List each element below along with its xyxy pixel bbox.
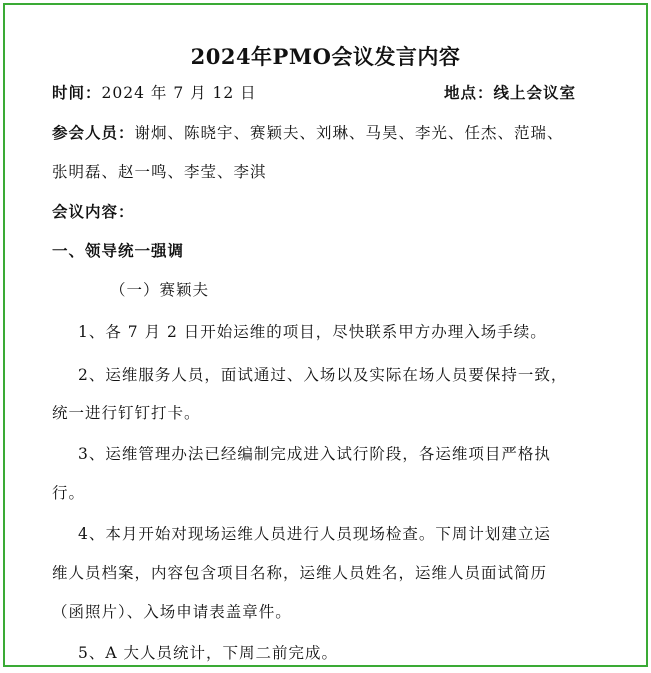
item-5-line1: 5、A 大人员统计，下周二前完成。	[78, 644, 338, 662]
attendees-line1: 谢炯、陈晓宇、赛颖夫、刘琳、马昊、李光、任杰、范瑞、	[134, 124, 564, 142]
item-2-line1: 2、运维服务人员，面试通过、入场以及实际在场人员要保持一致，	[78, 366, 568, 384]
attendees-line2: 张明磊、赵一鸣、李莹、李淇	[52, 163, 267, 181]
item-1-line1: 1、各 7 月 2 日开始运维的项目，尽快联系甲方办理入场手续。	[78, 323, 547, 341]
place-label: 地点：	[443, 83, 494, 102]
time-value: 2024 年 7 月 12 日	[101, 84, 257, 102]
item-4-line3: （函照片）、入场申请表盖章件。	[52, 603, 292, 621]
item-4-line1: 4、本月开始对现场运维人员进行人员现场检查。下周计划建立运	[78, 525, 551, 543]
content-label: 会议内容：	[52, 202, 135, 221]
subsection-heading: （一）赛颖夫	[110, 281, 210, 299]
place-value: 线上会议室	[493, 83, 576, 102]
item-4-line2: 维人员档案，内容包含项目名称，运维人员姓名，运维人员面试简历	[52, 564, 548, 582]
section-heading: 一、领导统一强调	[52, 241, 185, 260]
item-2-line2: 统一进行钉钉打卡。	[52, 404, 201, 422]
place-row	[444, 81, 576, 103]
item-3-line2: 行。	[52, 484, 86, 502]
document-title: 2024年PMO会议发言内容	[190, 44, 461, 69]
attendees-label: 参会人员：	[52, 123, 135, 142]
item-3-line1: 3、运维管理办法已经编制完成进入试行阶段，各运维项目严格执	[78, 445, 551, 463]
attendees-row	[52, 121, 587, 143]
document-frame	[3, 3, 648, 667]
time-label: 时间：	[52, 83, 102, 102]
